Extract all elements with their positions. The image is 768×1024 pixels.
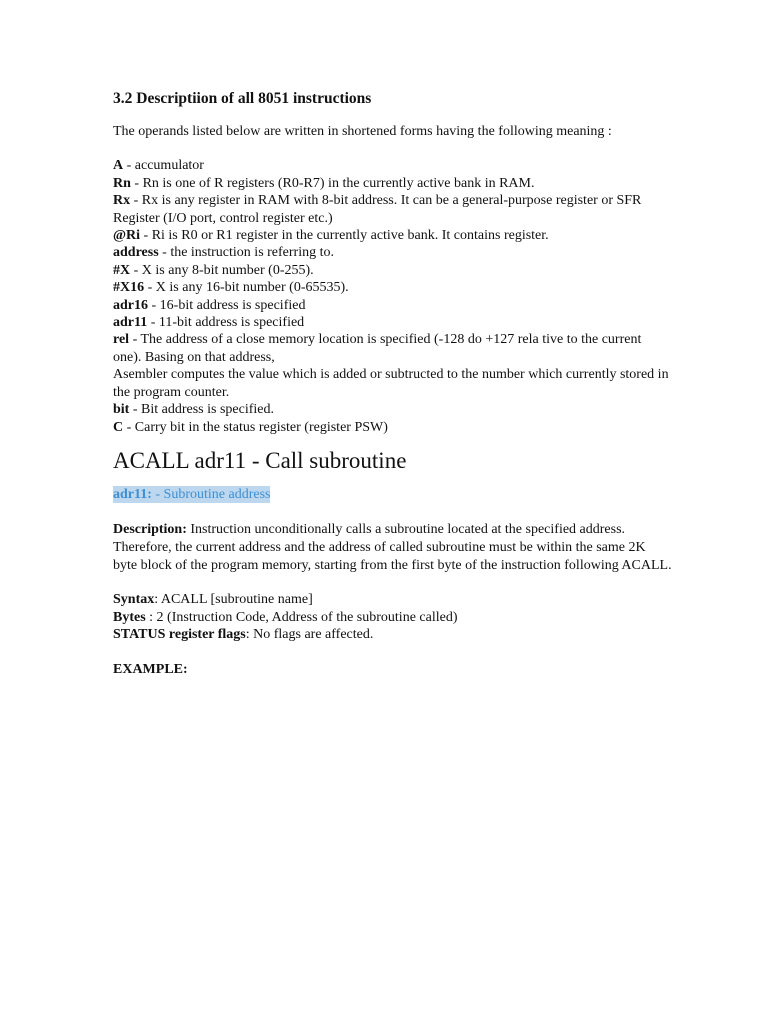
operand-text: - Rn is one of R registers (R0-R7) in the currently active bank in RAM. <box>130 175 535 191</box>
operand-term: address <box>113 245 159 261</box>
bytes-label: Bytes <box>113 609 146 625</box>
operand-text: - The address of a close memory location is specified (-128 do +127 rela tive to the current one). Basing on that address, <box>113 332 642 365</box>
operand-item <box>113 331 673 366</box>
operand-term: #X <box>113 262 131 278</box>
operand-text: - X is any 16-bit number (0-65535). <box>144 280 349 296</box>
bytes-line <box>113 609 673 627</box>
bytes-text: : 2 (Instruction Code, Address of the subroutine called) <box>145 609 458 625</box>
operand-term: Rx <box>113 193 131 209</box>
highlighted-operand <box>113 486 673 503</box>
description-paragraph <box>113 521 673 574</box>
operand-term: adr11 <box>113 315 148 331</box>
operand-item <box>113 297 673 314</box>
operand-item <box>113 401 673 418</box>
operand-text: Asembler computes the value which is added or subtructed to the number which currently stored in the program counter. <box>113 367 669 400</box>
example-label: EXAMPLE: <box>113 661 188 677</box>
flags-label: STATUS register flags <box>113 627 246 643</box>
operand-text: - 11-bit address is specified <box>147 315 305 331</box>
operand-text: - the instruction is referring to. <box>158 245 334 261</box>
operand-term: bit <box>113 402 130 418</box>
operand-text: - 16-bit address is specified <box>148 297 306 313</box>
operand-text: - Rx is any register in RAM with 8-bit address. It can be a general-purpose register or SFR Register (I/O port, control register etc.) <box>113 193 642 226</box>
operand-item <box>113 175 673 192</box>
selection-highlight[interactable] <box>113 486 270 503</box>
syntax-label: Syntax <box>113 592 155 608</box>
operand-list <box>113 157 673 436</box>
operand-item <box>113 157 673 174</box>
section-title: 3.2 Descriptiion of all 8051 instructions <box>113 90 372 107</box>
flags-line <box>113 626 673 644</box>
description-text: Instruction unconditionally calls a subroutine located at the specified address. Therefore, the current address and the address of called subroutine must be within the same 2K byte block of the program memory, starting from the first byte of the instruction following ACALL. <box>113 522 672 573</box>
operand-term: @Ri <box>113 228 141 244</box>
operand-text: - X is any 8-bit number (0-255). <box>130 262 314 278</box>
highlight-term: adr11: <box>113 486 152 502</box>
operand-term: Rn <box>113 175 131 191</box>
instruction-meta <box>113 591 673 644</box>
operand-item <box>113 279 673 296</box>
syntax-text: : ACALL [subroutine name] <box>154 592 313 608</box>
operand-text: - Carry bit in the status register (register PSW) <box>123 419 388 435</box>
operand-item <box>113 227 673 244</box>
operand-item <box>113 244 673 261</box>
operand-item <box>113 262 673 279</box>
operand-term: A <box>113 158 124 174</box>
operand-term: C <box>113 419 124 435</box>
highlight-text: - Subroutine address <box>151 486 271 502</box>
operand-item <box>113 192 673 227</box>
intro-paragraph: The operands listed below are written in shortened forms having the following meaning : <box>113 124 612 139</box>
operand-term: adr16 <box>113 297 148 313</box>
instruction-heading: ACALL adr11 - Call subroutine <box>113 447 407 473</box>
description-label: Description: <box>113 522 187 538</box>
operand-text: - Bit address is specified. <box>129 402 274 418</box>
operand-term: rel <box>113 332 130 348</box>
operand-text: - accumulator <box>123 158 204 174</box>
operand-item <box>113 419 673 436</box>
flags-text: : No flags are affected. <box>245 627 374 643</box>
syntax-line <box>113 591 673 609</box>
operand-item <box>113 366 673 401</box>
operand-item <box>113 314 673 331</box>
document-page <box>113 88 673 679</box>
operand-term: #X16 <box>113 280 145 296</box>
operand-text: - Ri is R0 or R1 register in the currently active bank. It contains register. <box>140 228 549 244</box>
